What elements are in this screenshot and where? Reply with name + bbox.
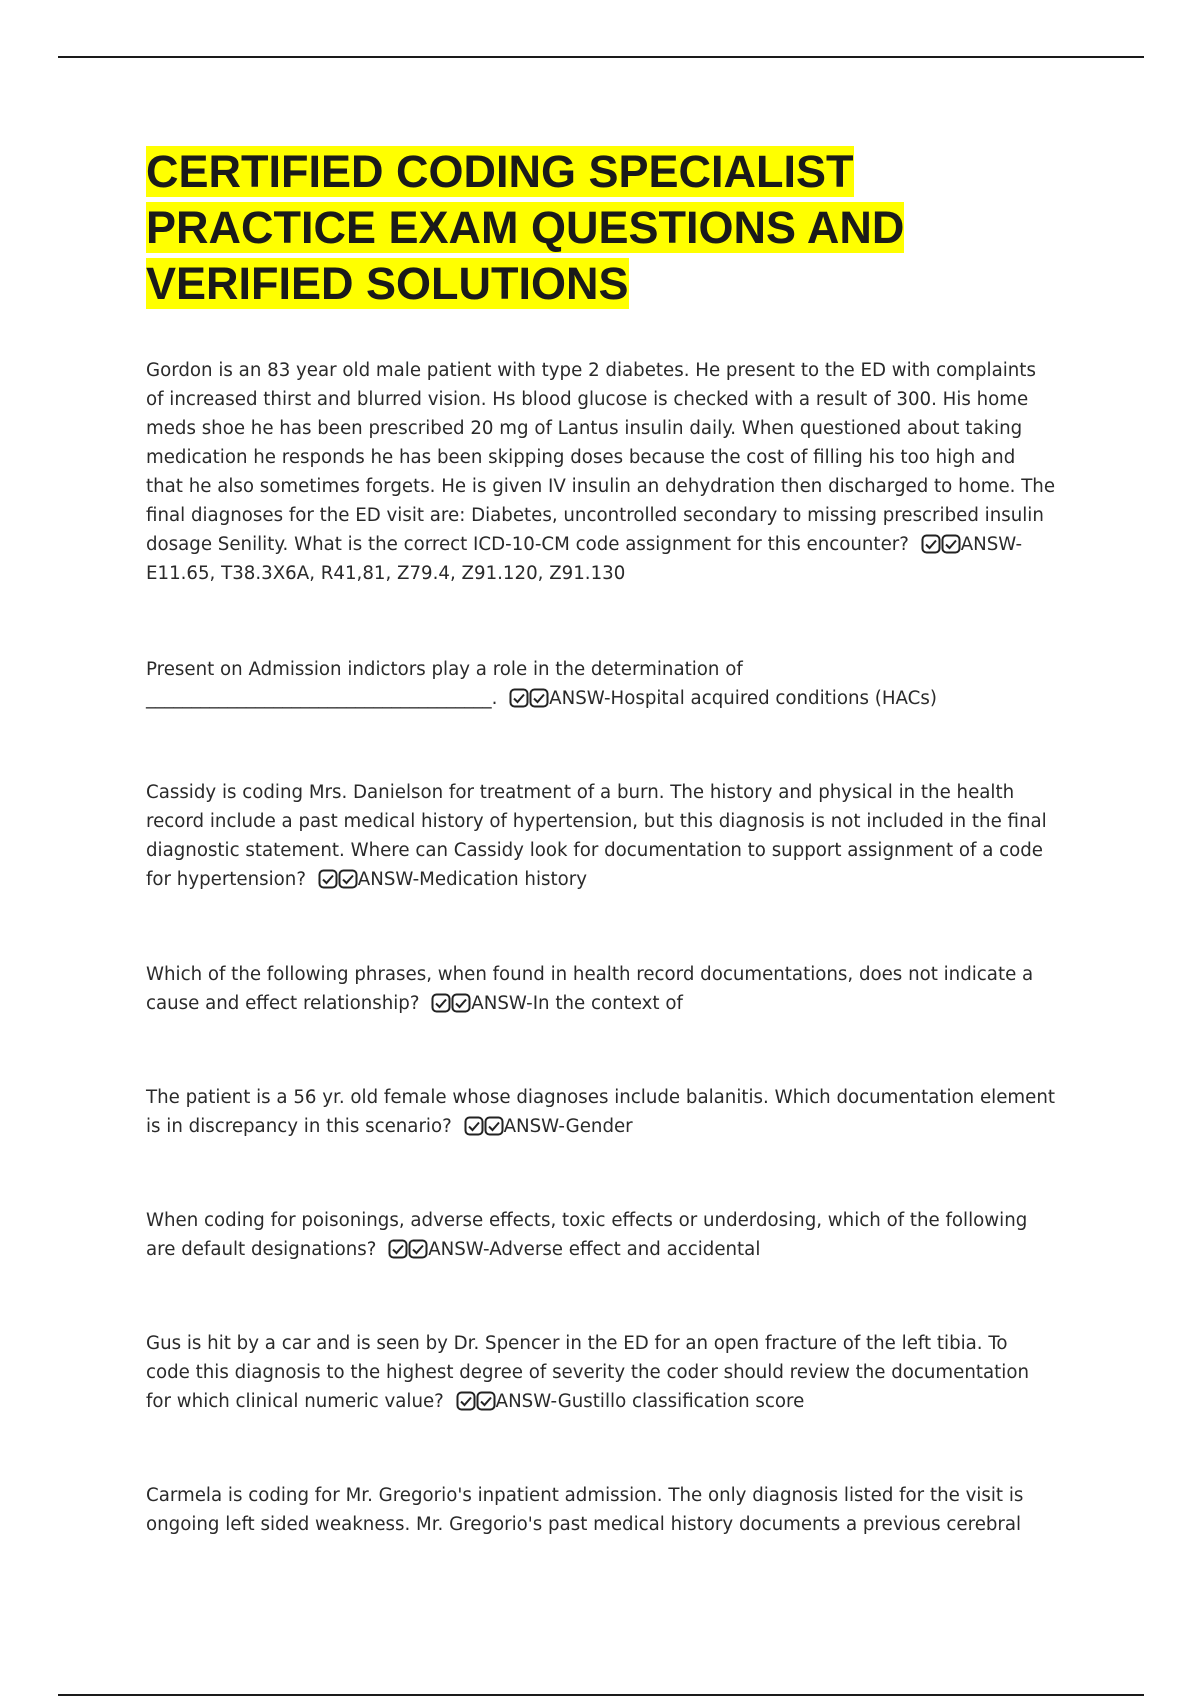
bottom-rule: [58, 1694, 1144, 1696]
answer-marker: [388, 1239, 428, 1260]
answer-marker: [431, 993, 471, 1014]
answer-marker: [921, 534, 961, 555]
qa-item: [146, 1329, 1056, 1416]
answer-text: ANSW-Hospital acquired conditions (HACs): [549, 688, 937, 709]
checkbox-icon: [431, 993, 451, 1013]
checkbox-icon: [476, 1391, 496, 1411]
checkbox-icon: [338, 869, 358, 889]
answer-marker: [464, 1116, 504, 1137]
checkbox-icon: [509, 688, 529, 708]
document-title: [146, 144, 1046, 312]
question-text: Gus is hit by a car and is seen by Dr. Spencer in the ED for an open fracture of the left tibia. To code this diagnosis to the highest degree of severity the coder should review the documentation for which clinical numeric value?: [146, 1333, 1029, 1412]
question-text: Which of the following phrases, when found in health record documentations, does not indicate a cause and effect relationship?: [146, 964, 1034, 1014]
question-text: Carmela is coding for Mr. Gregorio's inpatient admission. The only diagnosis listed for the visit is ongoing left sided weakness. Mr. Gregorio's past medical history documents a previous cerebral: [146, 1485, 1024, 1535]
question-text: Present on Admission indictors play a role in the determination of ______________________________________.: [146, 659, 743, 709]
answer-text: ANSW-Gender: [503, 1116, 633, 1137]
checkbox-icon: [451, 993, 471, 1013]
answer-text: ANSW-Adverse effect and accidental: [428, 1239, 761, 1260]
question-text: Gordon is an 83 year old male patient with type 2 diabetes. He present to the ED with complaints of increased thirst and blurred vision. Hs blood glucose is checked with a result of 300. His home meds shoe he has been prescribed 20 mg of Lantus insulin daily. When questioned about taking medication he responds he has been skipping doses because the cost of filling his too high and that he also sometimes forgets. He is given IV insulin an dehydration then discharged to home. The final diagnoses for the ED visit are: Diabetes, uncontrolled secondary to missing prescribed insulin dosage Senility. What is the correct ICD-10-CM code assignment for this encounter?: [146, 360, 1056, 555]
checkbox-icon: [484, 1116, 504, 1136]
qa-item: [146, 655, 1056, 713]
checkbox-icon: [388, 1239, 408, 1259]
qa-item: [146, 1083, 1056, 1141]
top-rule: [58, 56, 1144, 58]
question-text: Cassidy is coding Mrs. Danielson for treatment of a burn. The history and physical in the health record include a past medical history of hypertension, but this diagnosis is not included in the final diagnostic statement. Where can Cassidy look for documentation to support assignment of a code for hypertension?: [146, 782, 1047, 890]
answer-text: ANSW-Gustillo classification score: [495, 1391, 805, 1412]
qa-item: [146, 1206, 1056, 1264]
qa-item: [146, 960, 1056, 1018]
checkbox-icon: [941, 534, 961, 554]
question-text: The patient is a 56 yr. old female whose diagnoses include balanitis. Which documentation element is in discrepancy in this scenario?: [146, 1087, 1055, 1137]
qa-item: [146, 356, 1056, 588]
checkbox-icon: [318, 869, 338, 889]
answer-text: ANSW-In the context of: [471, 993, 683, 1014]
question-text: When coding for poisonings, adverse effects, toxic effects or underdosing, which of the following are default designations?: [146, 1210, 1028, 1260]
checkbox-icon: [464, 1116, 484, 1136]
answer-text: ANSW-E11.65, T38.3X6A, R41,81, Z79.4, Z91.120, Z91.130: [146, 534, 1023, 584]
checkbox-icon: [921, 534, 941, 554]
checkbox-icon: [456, 1391, 476, 1411]
answer-marker: [509, 688, 549, 709]
answer-text: ANSW-Medication history: [357, 869, 587, 890]
title-line-3: VERIFIED SOLUTIONS: [146, 258, 629, 309]
checkbox-icon: [529, 688, 549, 708]
answer-marker: [318, 869, 358, 890]
answer-marker: [456, 1391, 496, 1412]
qa-item: [146, 778, 1056, 894]
title-line-2: PRACTICE EXAM QUESTIONS AND: [146, 202, 905, 253]
qa-item: [146, 1481, 1056, 1539]
checkbox-icon: [408, 1239, 428, 1259]
title-line-1: CERTIFIED CODING SPECIALIST: [146, 146, 854, 197]
